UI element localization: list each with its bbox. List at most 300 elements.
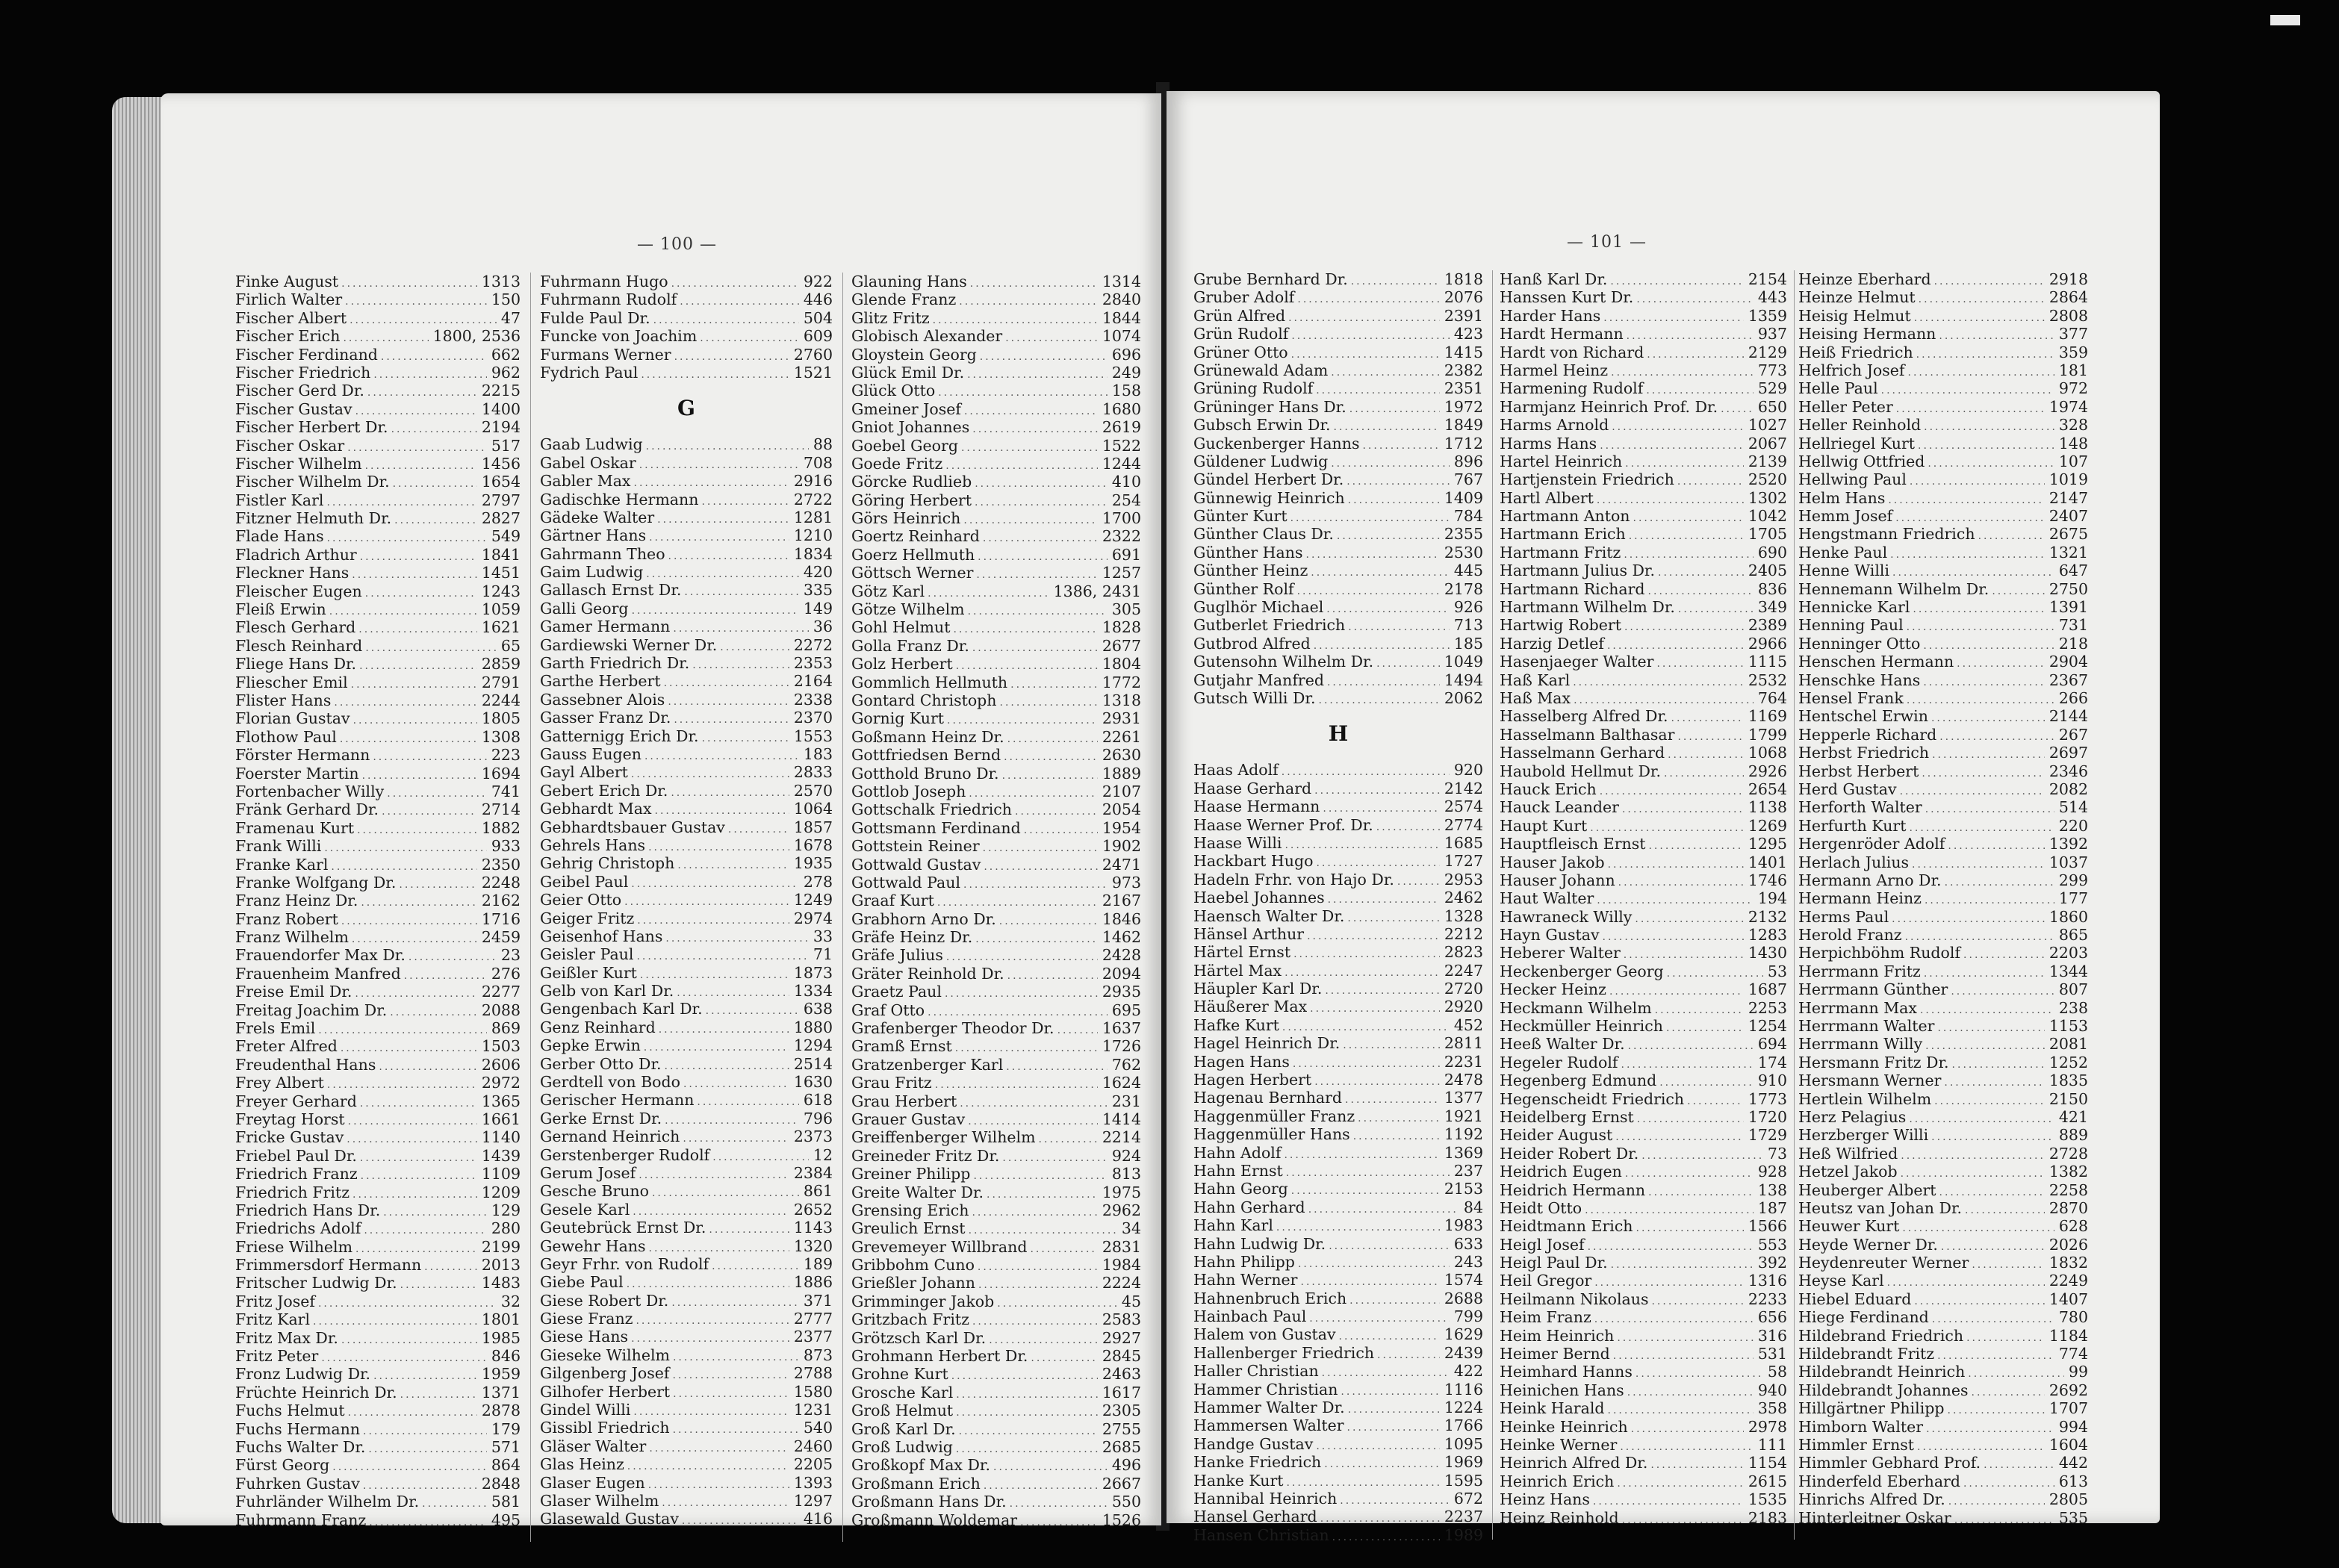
entry-number: 1320: [793, 1236, 833, 1255]
index-entry: [540, 1419, 833, 1437]
entry-number: 420: [803, 563, 833, 582]
entry-name: Franke Karl: [235, 855, 329, 874]
index-entry: [1500, 343, 1787, 361]
entry-number: 1095: [1444, 1434, 1483, 1453]
entry-number: 1766: [1444, 1416, 1483, 1435]
entry-number: 1849: [1444, 416, 1483, 435]
index-entry: [1500, 1363, 1787, 1381]
dot-leader: [938, 384, 1108, 399]
index-entry: [1500, 1017, 1787, 1035]
dot-leader: [935, 1076, 1098, 1092]
dot-leader: [1968, 1365, 2064, 1381]
entry-number: 1400: [481, 399, 521, 418]
dot-leader: [1348, 491, 1440, 507]
index-entry: [1500, 561, 1787, 579]
dot-leader: [665, 930, 809, 945]
dot-leader: [352, 930, 477, 946]
index-entry: [235, 1274, 521, 1292]
entry-number: 2355: [1444, 525, 1483, 544]
dot-leader: [1667, 965, 1763, 980]
entry-name: Flister Hans: [235, 691, 332, 709]
entry-number: 1535: [1748, 1490, 1787, 1509]
dot-leader: [633, 1403, 789, 1419]
dot-leader: [341, 912, 477, 928]
entry-name: Häußerer Max: [1193, 998, 1308, 1016]
entry-number: 2248: [481, 873, 521, 892]
entry-name: Hagen Hans: [1193, 1052, 1290, 1071]
index-entry: [1193, 1307, 1483, 1325]
entry-number: 889: [2058, 1126, 2088, 1145]
entry-name: Gallasch Ernst Dr.: [540, 581, 682, 600]
index-entry: [540, 1091, 833, 1109]
dot-leader: [1641, 1147, 1763, 1163]
entry-name: Harmening Rudolf: [1500, 379, 1644, 398]
entry-name: Hauptfleisch Ernst: [1500, 835, 1646, 853]
dot-leader: [668, 693, 789, 709]
index-entry: [1500, 962, 1787, 980]
index-entry: [235, 1438, 521, 1456]
dot-leader: [1291, 327, 1450, 343]
entry-name: Heinke Heinrich: [1500, 1417, 1628, 1436]
index-entry: [235, 1511, 521, 1529]
entry-number: 1451: [481, 564, 521, 582]
index-entry: [1193, 1508, 1483, 1525]
entry-number: 2864: [2048, 288, 2088, 307]
index-entry: [1193, 1125, 1483, 1143]
entry-number: 1886: [793, 1273, 833, 1292]
entry-number: 2728: [2048, 1144, 2088, 1163]
entry-number: 2013: [481, 1256, 521, 1275]
entry-name: Fleischer Eugen: [235, 582, 362, 600]
index-entry: [1500, 470, 1787, 488]
dot-leader: [1309, 1310, 1450, 1325]
dot-leader: [1887, 1274, 2045, 1289]
dot-leader: [1611, 364, 1754, 379]
entry-number: 2845: [1102, 1347, 1141, 1366]
entry-number: 149: [803, 599, 833, 617]
dot-leader: [1646, 382, 1754, 397]
entry-name: Friedrich Fritz: [235, 1183, 350, 1201]
entry-number: 2153: [1444, 1180, 1483, 1198]
entry-name: Fischer Gerd Dr.: [235, 382, 364, 400]
entry-number: 2384: [793, 1163, 833, 1182]
dot-leader: [947, 712, 1098, 727]
index-entry: [851, 946, 1141, 964]
index-entry: [540, 1073, 833, 1091]
dot-leader: [671, 275, 799, 290]
entry-number: 2859: [481, 655, 521, 673]
entry-name: Groß Helmut: [851, 1401, 954, 1420]
dot-leader: [355, 985, 476, 1001]
entry-number: 392: [1757, 1254, 1787, 1272]
index-entry: [1193, 980, 1483, 998]
entry-name: Gniot Johannes: [851, 418, 970, 437]
entry-number: 2428: [1102, 946, 1141, 965]
index-entry: [1500, 1071, 1787, 1089]
entry-number: 280: [491, 1219, 521, 1238]
index-entry: [1500, 1181, 1787, 1199]
entry-number: 2150: [2048, 1089, 2088, 1108]
dot-leader: [341, 1039, 477, 1055]
entry-number: 266: [2058, 688, 2088, 707]
index-entry: [540, 508, 833, 526]
index-entry: [1193, 1162, 1483, 1180]
entry-name: Hardt von Richard: [1500, 343, 1644, 361]
dot-leader: [1285, 836, 1439, 852]
entry-name: Helm Hans: [1798, 488, 1886, 507]
index-entry: [1500, 1145, 1787, 1163]
entry-name: Herrmann Willy: [1798, 1035, 1923, 1054]
dot-leader: [1888, 491, 2044, 507]
entry-name: Frauenheim Manfred: [235, 964, 401, 983]
dot-leader: [1002, 767, 1098, 783]
dot-leader: [1978, 527, 2045, 543]
entry-number: 2081: [2048, 1035, 2088, 1054]
index-entry: [540, 327, 833, 345]
entry-number: 2249: [2048, 1272, 2088, 1290]
entry-name: Gabler Max: [540, 472, 631, 491]
entry-name: Fischer Ferdinand: [235, 345, 378, 364]
entry-number: 2833: [793, 763, 833, 782]
dot-leader: [369, 1513, 487, 1529]
column-divider: [842, 273, 843, 1542]
dot-leader: [400, 1386, 477, 1401]
dot-leader: [1636, 1365, 1763, 1381]
entry-name: Hartmann Anton: [1500, 507, 1630, 526]
dot-leader: [1909, 819, 2054, 835]
dot-leader: [946, 948, 1098, 964]
entry-number: 1037: [2048, 853, 2088, 871]
index-entry: [851, 1420, 1141, 1438]
entry-number: 2805: [2048, 1490, 2088, 1509]
dot-leader: [1923, 637, 2054, 653]
entry-name: Giebe Paul: [540, 1273, 624, 1292]
dot-leader: [712, 1148, 809, 1164]
entry-name: Hawraneck Willy: [1500, 907, 1633, 926]
entry-number: 2966: [1748, 634, 1787, 653]
entry-name: Golz Herbert: [851, 655, 953, 673]
dot-leader: [640, 966, 789, 982]
index-entry: [540, 1219, 833, 1236]
dot-leader: [1590, 819, 1744, 835]
entry-number: 2144: [2048, 707, 2088, 726]
entry-number: 1604: [2048, 1436, 2088, 1454]
dot-leader: [1314, 782, 1440, 797]
index-entry: [1798, 980, 2088, 998]
dot-leader: [334, 694, 476, 709]
index-entry: [851, 582, 1141, 600]
dot-leader: [1030, 1240, 1097, 1256]
index-entry: [235, 618, 521, 636]
dot-leader: [1923, 673, 2045, 689]
entry-number: 672: [1453, 1490, 1483, 1508]
index-entry: [1500, 452, 1787, 470]
dot-leader: [978, 1276, 1098, 1292]
entry-name: Heß Wilfried: [1798, 1144, 1898, 1163]
entry-name: Heinze Eberhard: [1798, 270, 1931, 288]
index-entry: [235, 382, 521, 399]
index-entry: [1193, 288, 1483, 306]
index-entry: [1193, 834, 1483, 852]
index-entry: [235, 800, 521, 818]
entry-number: 647: [2058, 561, 2088, 580]
dot-leader: [331, 858, 476, 874]
dot-leader: [1892, 910, 2045, 926]
index-entry: [540, 346, 833, 364]
entry-number: 2619: [1102, 418, 1141, 437]
entry-name: Herzberger Willi: [1798, 1126, 1929, 1145]
index-entry: [1193, 561, 1483, 579]
entry-number: 2389: [1748, 616, 1787, 635]
entry-name: Gebhardt Max: [540, 800, 652, 818]
entry-name: Hildebrand Friedrich: [1798, 1326, 1964, 1345]
index-entry: [1798, 999, 2088, 1017]
entry-name: Hammer Christian: [1193, 1380, 1338, 1399]
index-entry: [235, 928, 521, 946]
entry-number: 1818: [1444, 270, 1483, 288]
entry-name: Glasewald Gustav: [540, 1510, 679, 1528]
dot-leader: [1331, 455, 1450, 470]
index-entry: [851, 928, 1141, 946]
dot-leader: [1597, 491, 1744, 507]
entry-number: 267: [2058, 725, 2088, 744]
index-entry: [1798, 1071, 2088, 1089]
dot-leader: [1920, 1001, 2054, 1017]
entry-number: 1257: [1102, 564, 1141, 582]
index-entry: [1798, 1381, 2088, 1399]
entry-number: 1334: [793, 982, 833, 1001]
index-entry: [1193, 361, 1483, 379]
index-entry: [1798, 1472, 2088, 1490]
entry-number: 695: [1111, 1001, 1141, 1019]
dot-leader: [677, 984, 789, 1000]
entry-name: Heinichen Hans: [1500, 1381, 1624, 1399]
entry-number: 2258: [2048, 1180, 2088, 1199]
dot-leader: [357, 821, 477, 837]
entry-number: 1832: [2048, 1254, 2088, 1272]
index-entry: [851, 1074, 1141, 1092]
index-entry: [1500, 1108, 1787, 1126]
entry-name: Hänsel Arthur: [1193, 924, 1305, 943]
entry-name: Fischer Wilhelm: [235, 454, 362, 473]
entry-number: 618: [803, 1091, 833, 1110]
index-entry: [540, 836, 833, 854]
entry-number: 1269: [1748, 816, 1787, 835]
dot-leader: [353, 712, 477, 727]
dot-leader: [360, 548, 477, 564]
index-entry: [1193, 525, 1483, 543]
index-entry: [235, 1001, 521, 1019]
index-entry: [851, 1384, 1141, 1401]
entry-name: Fuchs Walter Dr.: [235, 1438, 366, 1456]
entry-number: 2407: [2048, 507, 2088, 526]
entry-number: 1935: [793, 854, 833, 873]
index-entry: [1798, 1199, 2088, 1217]
entry-name: Freytag Horst: [235, 1110, 345, 1128]
entry-name: Fischer Oskar: [235, 436, 345, 455]
dot-leader: [1285, 964, 1440, 980]
index-entry: [1500, 616, 1787, 634]
entry-number: 2927: [1102, 1328, 1141, 1347]
entry-name: Hartmann Wilhelm Dr.: [1500, 598, 1675, 617]
index-entry: [1500, 1399, 1787, 1417]
entry-number: 696: [1111, 345, 1141, 364]
entry-number: 1989: [1444, 1525, 1483, 1544]
entry-number: 762: [1111, 1055, 1141, 1074]
index-entry: [235, 1456, 521, 1474]
entry-number: 972: [2058, 379, 2088, 398]
entry-number: 2338: [793, 690, 833, 709]
index-entry: [1193, 1089, 1483, 1107]
entry-number: 1140: [481, 1128, 521, 1147]
index-entry: [1798, 416, 2088, 434]
index-entry: [235, 837, 521, 855]
entry-number: 138: [1757, 1180, 1787, 1199]
index-entry: [1500, 744, 1787, 762]
entry-number: 2088: [481, 1001, 521, 1019]
index-entry: [1798, 871, 2088, 889]
dot-leader: [624, 893, 789, 909]
index-entry: [1500, 489, 1787, 507]
dot-leader: [343, 329, 428, 345]
entry-number: 1314: [1102, 273, 1141, 290]
dot-leader: [1348, 618, 1450, 634]
dot-leader: [641, 366, 789, 382]
dot-leader: [332, 1458, 487, 1474]
dot-leader: [697, 1093, 798, 1109]
index-entry: [1798, 1308, 2088, 1326]
index-entry: [1798, 1217, 2088, 1235]
entry-number: 1409: [1444, 488, 1483, 507]
entry-number: 1707: [2048, 1399, 2088, 1418]
dot-leader: [382, 803, 477, 818]
index-entry: [1193, 797, 1483, 815]
index-entry: [540, 1364, 833, 1382]
entry-name: Foerster Martin: [235, 764, 359, 783]
index-entry: [1193, 1271, 1483, 1289]
entry-number: 2373: [793, 1127, 833, 1146]
entry-number: 1972: [1444, 397, 1483, 416]
entry-number: 2132: [1748, 907, 1787, 926]
index-entry: [235, 637, 521, 655]
dot-leader: [1965, 1201, 2045, 1217]
entry-number: 2788: [793, 1364, 833, 1383]
entry-number: 33: [813, 927, 833, 945]
entry-name: Günter Kurt: [1193, 507, 1287, 526]
index-entry: [235, 564, 521, 582]
entry-name: Gerum Josef: [540, 1163, 636, 1182]
entry-name: Friebel Paul Dr.: [235, 1146, 357, 1165]
index-entry: [1798, 398, 2088, 416]
entry-number: 2777: [793, 1310, 833, 1328]
entry-number: 1630: [793, 1073, 833, 1092]
index-entry: [235, 1074, 521, 1092]
index-entry: [540, 709, 833, 727]
dot-leader: [712, 1257, 799, 1273]
dot-leader: [1664, 765, 1744, 780]
index-entry: [1500, 398, 1787, 416]
entry-name: Heigl Josef: [1500, 1235, 1585, 1254]
entry-number: 994: [2058, 1417, 2088, 1436]
index-entry: [1500, 1163, 1787, 1180]
index-entry: [1798, 1327, 2088, 1345]
entry-name: Heim Heinrich: [1500, 1326, 1615, 1345]
entry-number: 2920: [1444, 998, 1483, 1016]
entry-name: Fuchs Hermann: [235, 1419, 361, 1438]
index-entry: [851, 273, 1141, 290]
entry-number: 773: [1757, 361, 1787, 379]
entry-name: Günther Rolf: [1193, 579, 1294, 598]
dot-leader: [984, 858, 1098, 874]
dot-leader: [1353, 1127, 1440, 1143]
entry-name: Hersmann Werner: [1798, 1071, 1942, 1090]
entry-name: Fritz Karl: [235, 1310, 311, 1329]
index-entry: [851, 746, 1141, 764]
entry-name: Gerke Ernst Dr.: [540, 1109, 662, 1127]
entry-number: 1462: [1102, 928, 1141, 947]
entry-name: Gieseke Wilhelm: [540, 1345, 670, 1364]
entry-name: Gerischer Hermann: [540, 1091, 695, 1110]
index-entry: [540, 636, 833, 654]
entry-number: 731: [2058, 616, 2088, 635]
entry-name: Graf Otto: [851, 1001, 925, 1019]
dot-leader: [1931, 1128, 2054, 1144]
entry-name: Gesele Karl: [540, 1200, 630, 1219]
dot-leader: [1902, 1219, 2054, 1235]
dot-leader: [665, 1057, 789, 1073]
scan-artifact: [2270, 15, 2300, 25]
entry-number: 2405: [1748, 561, 1787, 580]
entry-name: Hertlein Wilhelm: [1798, 1089, 1932, 1108]
entry-number: 443: [1757, 288, 1787, 307]
entry-number: 220: [2058, 816, 2088, 835]
dot-leader: [1895, 509, 2045, 525]
entry-number: 2353: [793, 654, 833, 673]
entry-name: Gilhofer Herbert: [540, 1382, 671, 1401]
index-entry: [235, 309, 521, 327]
index-entry: [1500, 1035, 1787, 1053]
dot-leader: [355, 402, 477, 418]
entry-number: 316: [1757, 1326, 1787, 1345]
index-entry: [851, 564, 1141, 582]
entry-name: Franz Heinz Dr.: [235, 892, 358, 910]
dot-leader: [673, 1385, 789, 1401]
entry-number: 2367: [2048, 671, 2088, 689]
index-entry: [1193, 1362, 1483, 1380]
dot-leader: [1939, 728, 2054, 744]
entry-number: 813: [1111, 1165, 1141, 1183]
dot-leader: [1314, 1073, 1440, 1089]
dot-leader: [1624, 946, 1744, 962]
entry-number: 1799: [1748, 725, 1787, 744]
index-entry: [851, 1219, 1141, 1237]
entry-number: 2697: [2048, 744, 2088, 762]
entry-number: 1835: [2048, 1071, 2088, 1090]
dot-leader: [644, 1039, 789, 1054]
entry-number: 2583: [1102, 1310, 1141, 1329]
dot-leader: [1585, 1201, 1754, 1217]
index-entry: [851, 691, 1141, 709]
entry-name: Fischer Wilhelm Dr.: [235, 473, 390, 491]
entry-name: Giese Hans: [540, 1328, 629, 1346]
entry-name: Hellwing Paul: [1798, 470, 1907, 489]
entry-number: 36: [813, 617, 833, 636]
entry-name: Heidt Otto: [1500, 1198, 1582, 1217]
entry-number: 2194: [481, 418, 521, 437]
index-entry: [851, 965, 1141, 983]
dot-leader: [1918, 437, 2054, 452]
entry-number: 1873: [793, 963, 833, 982]
